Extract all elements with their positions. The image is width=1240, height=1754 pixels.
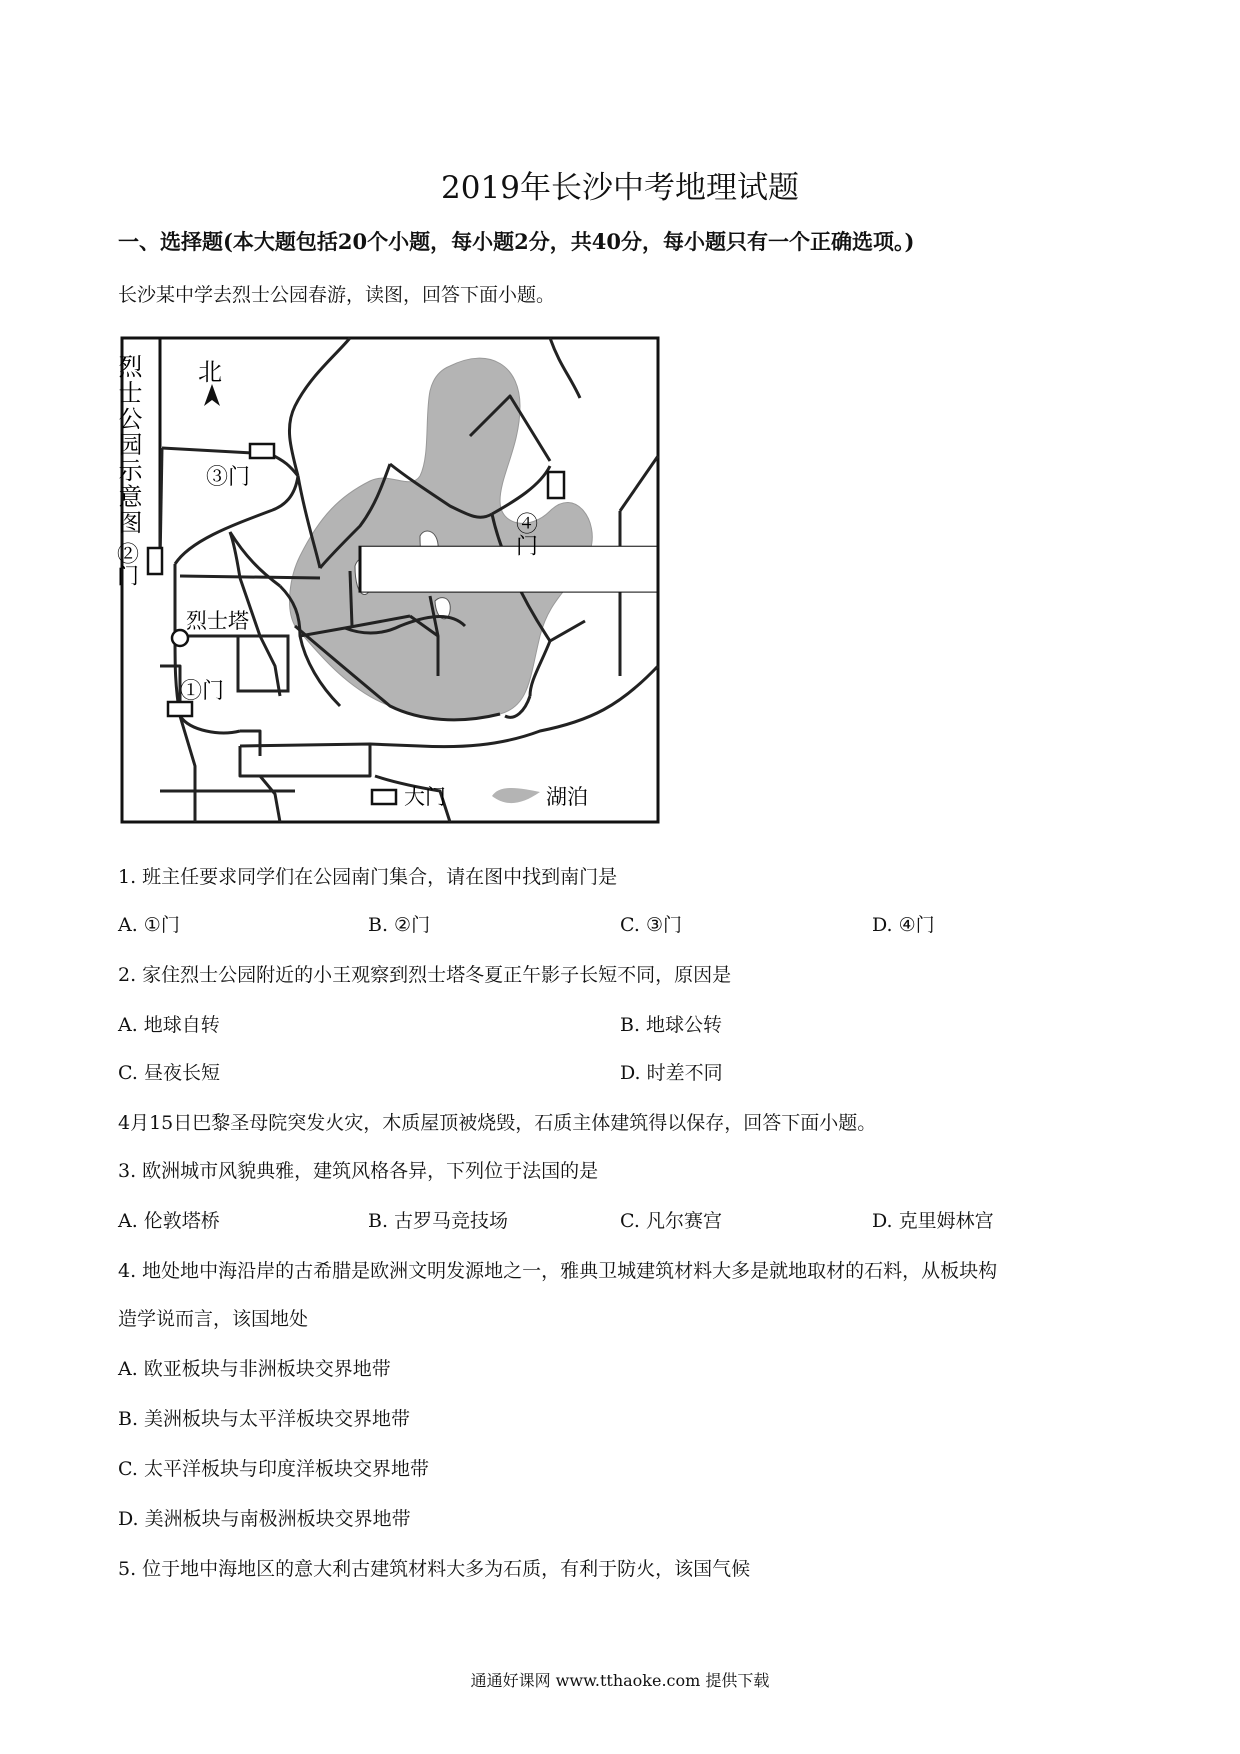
gate4-label: ④门 xyxy=(512,512,538,556)
north-label: 北 xyxy=(198,358,222,386)
q2-option-a: A. 地球自转 xyxy=(118,1014,220,1036)
gate1-label: ①门 xyxy=(180,679,225,704)
legend-gate-label: 大门 xyxy=(404,785,446,809)
footer-credit: 通通好课网 www.tthaoke.com 提供下载 xyxy=(470,1671,770,1690)
section-heading: 一、选择题(本大题包括20个小题，每小题2分，共40分，每小题只有一个正确选项。) xyxy=(118,229,915,254)
q2-stem: 2. 家住烈士公园附近的小王观察到烈士塔冬夏正午影子长短不同，原因是 xyxy=(118,964,732,986)
map-title-char: 烈士公园示意图 xyxy=(114,354,142,536)
gate3-marker xyxy=(250,444,274,458)
q4-stem-line1: 4. 地处地中海沿岸的古希腊是欧洲文明发源地之一，雅典卫城建筑材料大多是就地取材的石料，从板块构 xyxy=(118,1260,998,1282)
q2-option-d: D. 时差不同 xyxy=(620,1062,723,1084)
intro-paragraph-2: 4月15日巴黎圣母院突发火灾，木质屋顶被烧毁，石质主体建筑得以保存，回答下面小题。 xyxy=(118,1112,877,1134)
q3-option-c: C. 凡尔赛宫 xyxy=(620,1210,722,1232)
legend-gate-symbol xyxy=(372,790,396,804)
q1-stem: 1. 班主任要求同学们在公园南门集合，请在图中找到南门是 xyxy=(118,866,618,888)
gate2-marker xyxy=(148,548,162,574)
tower-label: 烈士塔 xyxy=(186,609,249,633)
q4-option-a: A. 欧亚板块与非洲板块交界地带 xyxy=(118,1358,391,1380)
q3-option-b: B. 古罗马竞技场 xyxy=(368,1210,509,1232)
park-map xyxy=(113,336,660,824)
q2-option-c: C. 昼夜长短 xyxy=(118,1062,220,1084)
gate4-marker xyxy=(548,472,564,498)
q1-option-d: D. ④门 xyxy=(872,914,935,936)
legend-lake-label: 湖泊 xyxy=(546,785,588,809)
q4-stem-line2: 造学说而言，该国地处 xyxy=(118,1308,309,1330)
q1-option-b: B. ②门 xyxy=(368,914,431,936)
intro-paragraph: 长沙某中学去烈士公园春游，读图，回答下面小题。 xyxy=(118,284,556,306)
gate2-label: ②门 xyxy=(113,542,139,586)
q1-option-a: A. ①门 xyxy=(118,914,180,936)
gate1-marker xyxy=(168,702,192,716)
q3-stem: 3. 欧洲城市风貌典雅，建筑风格各异，下列位于法国的是 xyxy=(118,1160,599,1182)
q4-option-b: B. 美洲板块与太平洋板块交界地带 xyxy=(118,1408,411,1430)
q3-option-a: A. 伦敦塔桥 xyxy=(118,1210,220,1232)
q4-option-c: C. 太平洋板块与印度洋板块交界地带 xyxy=(118,1458,429,1480)
q1-option-c: C. ③门 xyxy=(620,914,682,936)
q4-option-d: D. 美洲板块与南极洲板块交界地带 xyxy=(118,1508,411,1530)
q5-stem: 5. 位于地中海地区的意大利古建筑材料大多为石质，有利于防火，该国气候 xyxy=(118,1558,751,1580)
page-title: 2019年长沙中考地理试题 xyxy=(441,170,799,206)
gate3-label: ③门 xyxy=(206,465,251,490)
q3-option-d: D. 克里姆林宫 xyxy=(872,1210,994,1232)
q2-option-b: B. 地球公转 xyxy=(620,1014,723,1036)
